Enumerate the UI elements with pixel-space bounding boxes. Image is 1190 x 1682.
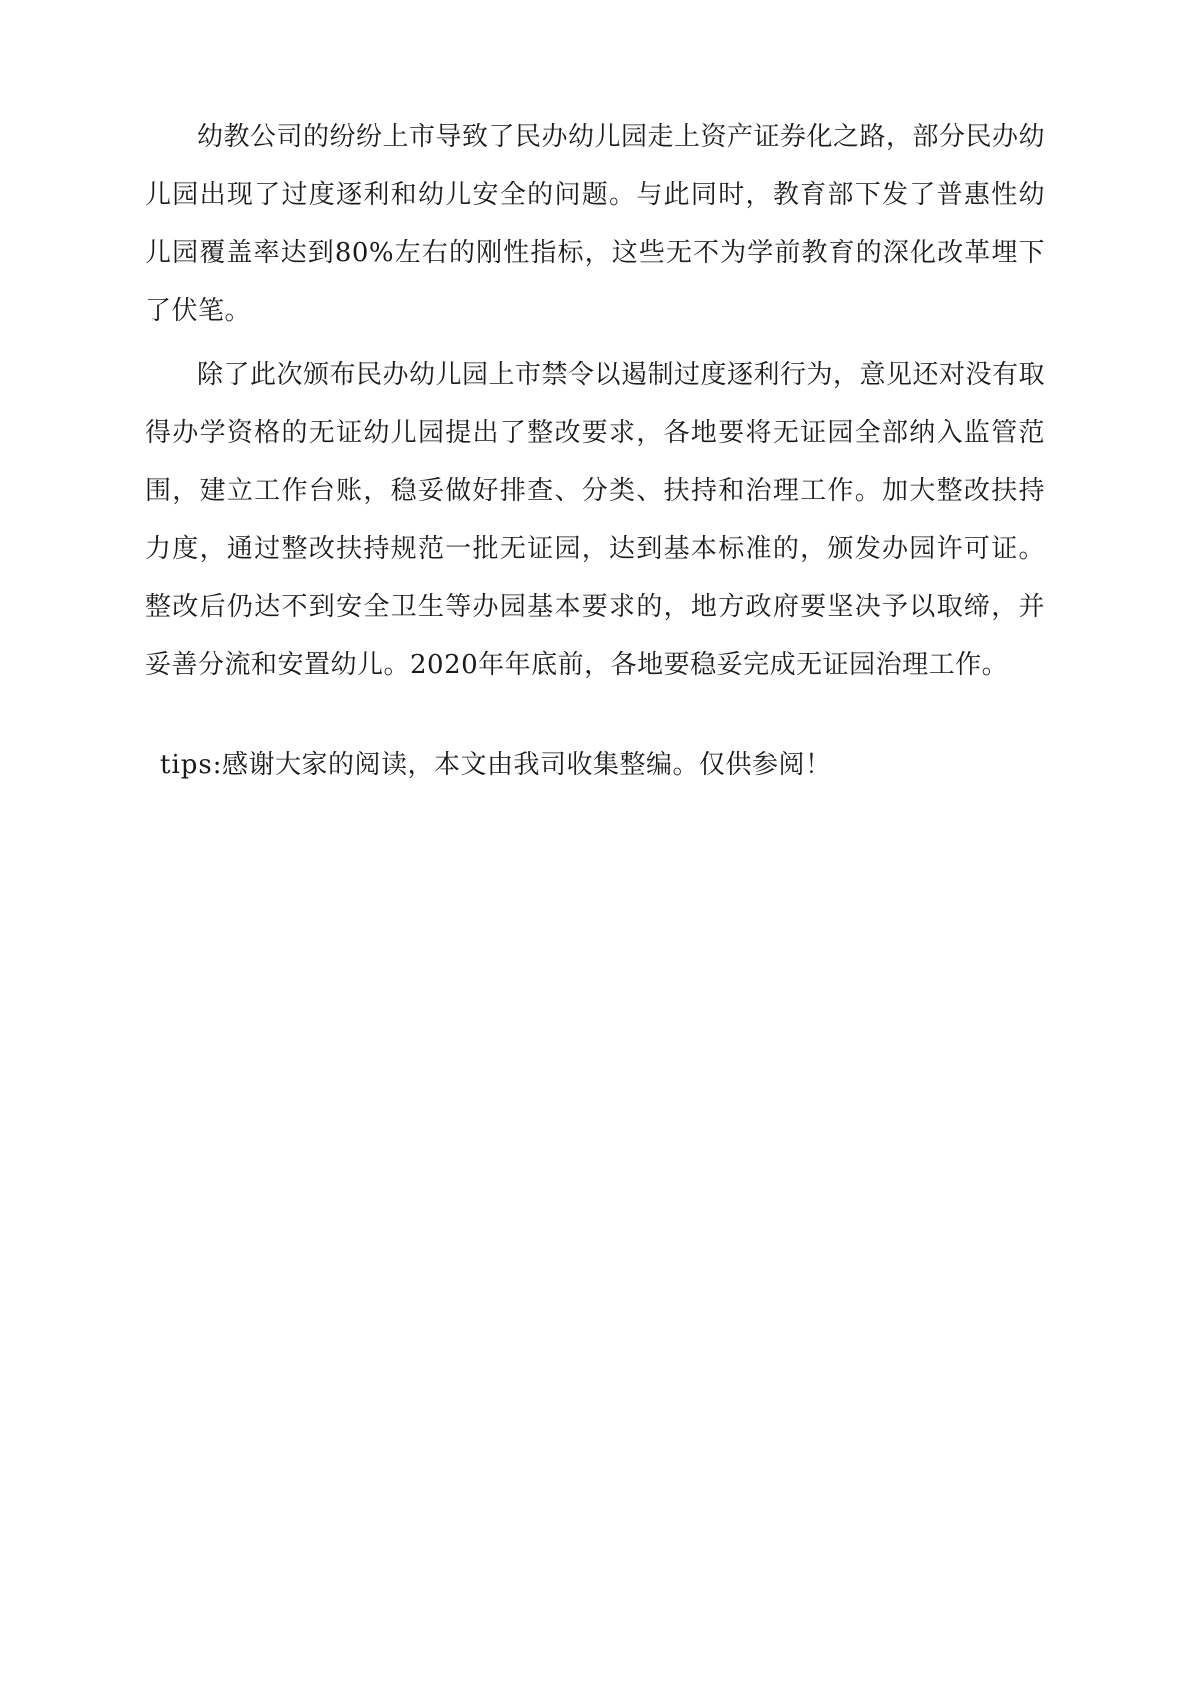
tips-prefix: tips: xyxy=(160,750,223,780)
paragraph-1: 幼教公司的纷纷上市导致了民办幼儿园走上资产证券化之路，部分民办幼儿园出现了过度逐利和幼儿安全的问题。与此同时，教育部下发了普惠性幼儿园覆盖率达到80%左右的刚性指标，这些无不为学前教育的深化改革埋下了伏笔。 xyxy=(145,122,1046,326)
paragraph-2: 除了此次颁布民办幼儿园上市禁令以遏制过度逐利行为，意见还对没有取得办学资格的无证幼儿园提出了整改要求，各地要将无证园全部纳入监管范围，建立工作台账，稳妥做好排查、分类、扶持和治理工作。加大整改扶持力度，通过整改扶持规范一批无证园，达到基本标准的，颁发办园许可证。整改后仍达不到安全卫生等办园基本要求的，地方政府要坚决予以取缔，并妥善分流和安置幼儿。2020年年底前，各地要稳妥完成无证园治理工作。 xyxy=(145,360,1046,680)
document-body xyxy=(145,108,1045,700)
tips-note xyxy=(160,745,832,785)
tips-text: 感谢大家的阅读，本文由我司收集整编。仅供参阅！ xyxy=(222,750,832,780)
